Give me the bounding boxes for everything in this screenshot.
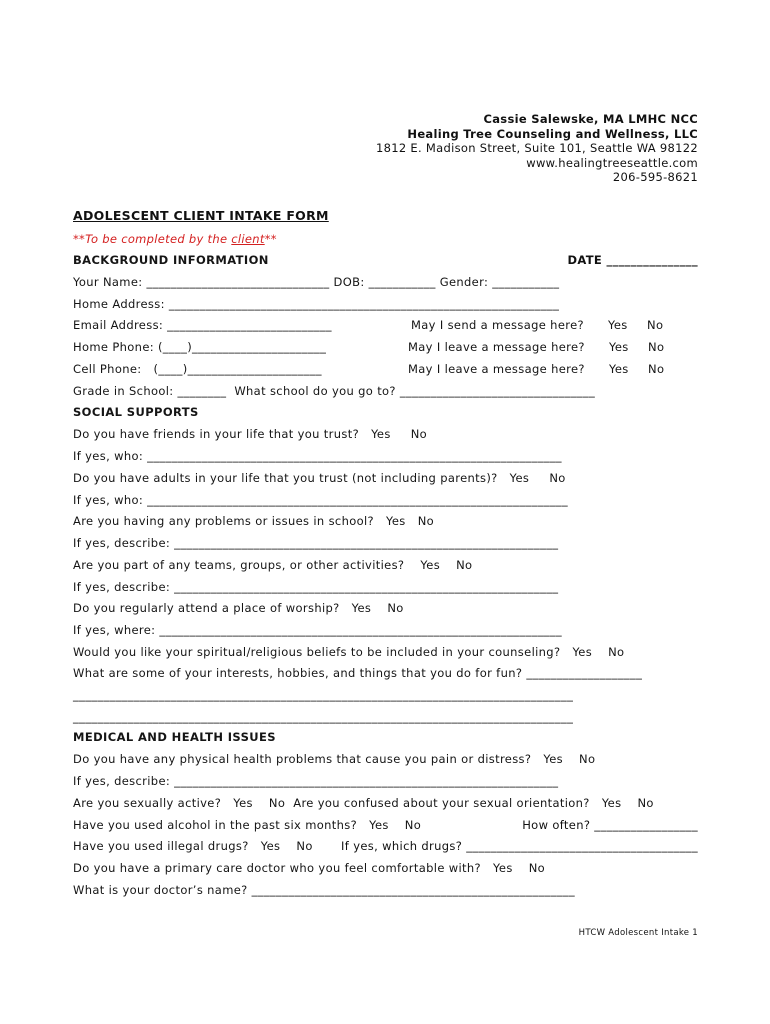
school-describe-field[interactable]: If yes, describe: _______________________________________________________________: [73, 536, 559, 550]
home-address-field[interactable]: Home Address: ________________________________________________________________: [73, 297, 560, 311]
doctor-question: [73, 861, 545, 875]
email-no-option[interactable]: No: [647, 318, 664, 332]
home-phone-field[interactable]: Home Phone: (____)______________________: [73, 340, 327, 354]
interests-field[interactable]: What are some of your interests, hobbies, and things that you do for fun? ___________________: [73, 666, 643, 680]
practice-address: 1812 E. Madison Street, Suite 101, Seattle WA 98122: [376, 141, 698, 155]
worship-question-text: Do you regularly attend a place of worship?: [73, 601, 340, 615]
pain-yes-option[interactable]: Yes: [543, 752, 564, 766]
adults-no-option[interactable]: No: [549, 471, 566, 485]
pain-describe-field[interactable]: If yes, describe: _______________________________________________________________: [73, 774, 559, 788]
beliefs-yes-option[interactable]: Yes: [572, 645, 593, 659]
active-no-option[interactable]: No: [268, 796, 286, 810]
pain-question: [73, 752, 595, 766]
teams-question: [73, 558, 472, 572]
friends-no-option[interactable]: No: [410, 427, 428, 441]
practice-header: [376, 112, 698, 185]
adults-who-field[interactable]: If yes, who: _____________________________________________________________________: [73, 493, 568, 507]
note-suffix: **: [264, 232, 277, 246]
school-question: [73, 514, 434, 528]
worship-where-field[interactable]: If yes, where: __________________________________________________________________: [73, 623, 562, 637]
friends-question: [73, 427, 427, 441]
home-phone-question: May I leave a message here?: [408, 340, 585, 354]
note-word: client: [231, 232, 265, 246]
teams-question-text: Are you part of any teams, groups, or other activities?: [73, 558, 405, 572]
worship-question: [73, 601, 404, 615]
doctor-no-option[interactable]: No: [528, 861, 546, 875]
cell-phone-question: May I leave a message here?: [408, 362, 585, 376]
name-dob-gender-row[interactable]: Your Name: ______________________________ DOB: ___________ Gender: ___________: [73, 275, 560, 289]
teams-describe-field[interactable]: If yes, describe: _______________________________________________________________: [73, 580, 559, 594]
date-field[interactable]: DATE _______________: [567, 253, 698, 267]
cell-phone-no-option[interactable]: No: [648, 362, 665, 376]
friends-yes-option[interactable]: Yes: [371, 427, 391, 441]
pain-question-text: Do you have any physical health problems that cause you pain or distress?: [73, 752, 532, 766]
clinician-name: Cassie Salewske, MA LMHC NCC: [483, 112, 698, 126]
cell-phone-field[interactable]: Cell Phone: (____)______________________: [73, 362, 322, 376]
orientation-yes-option[interactable]: Yes: [601, 796, 622, 810]
interests-line-2[interactable]: __________________________________________________________________________________: [73, 710, 574, 724]
drugs-question-text: Have you used illegal drugs?: [73, 839, 249, 853]
friends-who-field[interactable]: If yes, who: ____________________________________________________________________: [73, 449, 562, 463]
which-drugs-field[interactable]: If yes, which drugs? ______________________________________: [341, 839, 698, 853]
adults-question: [73, 471, 566, 485]
alcohol-yes-option[interactable]: Yes: [369, 818, 389, 832]
grade-school-row[interactable]: Grade in School: ________ What school do you go to? ________________________________: [73, 384, 596, 398]
alcohol-question-text: Have you used alcohol in the past six months?: [73, 818, 358, 832]
email-message-question: May I send a message here?: [411, 318, 584, 332]
doctor-question-text: Do you have a primary care doctor who you feel comfortable with?: [73, 861, 482, 875]
active-question-text: Are you sexually active?: [73, 796, 222, 810]
school-yes-option[interactable]: Yes: [386, 514, 406, 528]
medical-heading: MEDICAL AND HEALTH ISSUES: [73, 730, 276, 744]
beliefs-question: [73, 645, 624, 659]
page-footer: HTCW Adolescent Intake 1: [578, 928, 698, 938]
active-yes-option[interactable]: Yes: [233, 796, 253, 810]
alcohol-question: [73, 818, 421, 832]
sexual-health-row: [73, 796, 654, 810]
friends-question-text: Do you have friends in your life that you trust?: [73, 427, 360, 441]
practice-phone: 206-595-8621: [612, 170, 698, 184]
school-question-text: Are you having any problems or issues in school?: [73, 514, 374, 528]
school-no-option[interactable]: No: [417, 514, 435, 528]
home-phone-no-option[interactable]: No: [648, 340, 665, 354]
drugs-yes-option[interactable]: Yes: [260, 839, 281, 853]
how-often-field[interactable]: How often? _________________: [522, 818, 698, 832]
email-field[interactable]: Email Address: ___________________________: [73, 318, 332, 332]
worship-yes-option[interactable]: Yes: [351, 601, 372, 615]
adults-yes-option[interactable]: Yes: [509, 471, 530, 485]
orientation-question-text: Are you confused about your sexual orientation?: [293, 796, 590, 810]
doctor-name-field[interactable]: What is your doctor’s name? _____________________________________________________: [73, 883, 575, 897]
doctor-yes-option[interactable]: Yes: [493, 861, 513, 875]
practice-name: Healing Tree Counseling and Wellness, LLC: [407, 126, 698, 141]
adults-question-text: Do you have adults in your life that you trust (not including parents)?: [73, 471, 498, 485]
form-title: ADOLESCENT CLIENT INTAKE FORM: [73, 208, 329, 223]
drugs-question: [73, 839, 313, 853]
email-yes-option[interactable]: Yes: [608, 318, 628, 332]
orientation-no-option[interactable]: No: [637, 796, 654, 810]
worship-no-option[interactable]: No: [387, 601, 404, 615]
teams-no-option[interactable]: No: [456, 558, 473, 572]
interests-line-1[interactable]: __________________________________________________________________________________: [73, 688, 574, 702]
social-heading: SOCIAL SUPPORTS: [73, 405, 199, 419]
teams-yes-option[interactable]: Yes: [420, 558, 441, 572]
cell-phone-yes-option[interactable]: Yes: [609, 362, 629, 376]
practice-website: www.healingtreeseattle.com: [526, 155, 698, 170]
alcohol-no-option[interactable]: No: [404, 818, 422, 832]
beliefs-no-option[interactable]: No: [608, 645, 625, 659]
home-phone-yes-option[interactable]: Yes: [609, 340, 629, 354]
note-prefix: **To be completed by the: [73, 232, 232, 246]
beliefs-question-text: Would you like your spiritual/religious beliefs to be included in your counseling?: [73, 645, 561, 659]
form-note: [73, 232, 277, 246]
background-heading: BACKGROUND INFORMATION: [73, 253, 269, 267]
drugs-no-option[interactable]: No: [296, 839, 313, 853]
pain-no-option[interactable]: No: [579, 752, 596, 766]
